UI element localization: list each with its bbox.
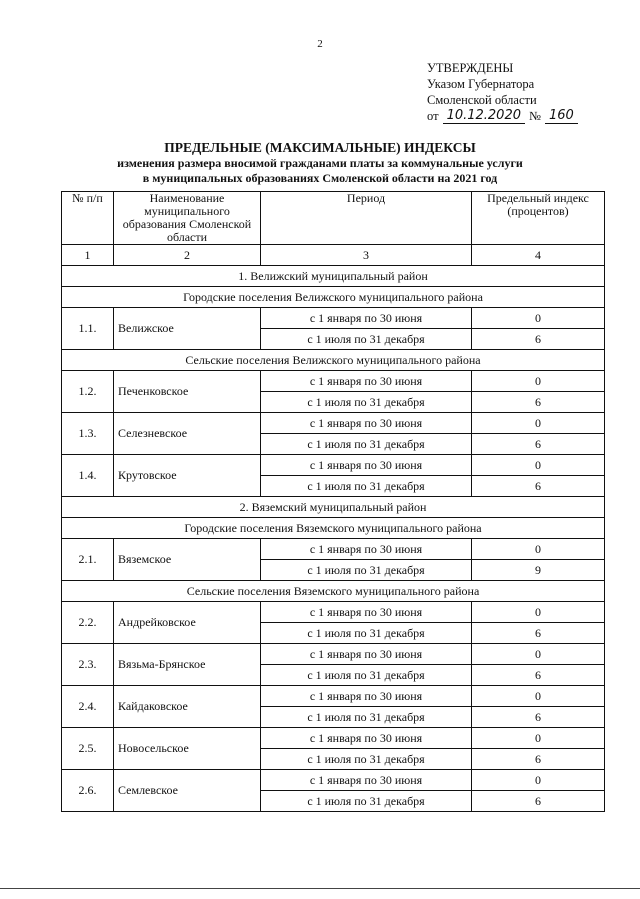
index-table bbox=[61, 191, 605, 812]
index-value: 0 bbox=[472, 371, 605, 392]
group-row bbox=[62, 581, 605, 602]
municipality-name: Кайдаковское bbox=[114, 686, 261, 728]
municipality-name: Новосельское bbox=[114, 728, 261, 770]
approval-date-line bbox=[427, 108, 578, 124]
index-value: 9 bbox=[472, 560, 605, 581]
table-row bbox=[62, 308, 605, 329]
table-header-row bbox=[62, 192, 605, 245]
section-row bbox=[62, 497, 605, 518]
date-prefix: от bbox=[427, 109, 439, 123]
period-second-half: с 1 июля по 31 декабря bbox=[261, 392, 472, 413]
approval-block bbox=[427, 60, 578, 124]
number-sign: № bbox=[529, 109, 541, 123]
column-number: 2 bbox=[114, 245, 261, 266]
row-number: 2.1. bbox=[62, 539, 114, 581]
title-line-2: изменения размера вносимой гражданами платы за коммунальные услуги bbox=[117, 156, 523, 170]
section-title: 2. Вяземский муниципальный район bbox=[62, 497, 605, 518]
index-value: 6 bbox=[472, 665, 605, 686]
index-value: 0 bbox=[472, 770, 605, 791]
period-first-half: с 1 января по 30 июня bbox=[261, 728, 472, 749]
table-row bbox=[62, 455, 605, 476]
document-title bbox=[0, 140, 640, 186]
municipality-name: Велижское bbox=[114, 308, 261, 350]
period-first-half: с 1 января по 30 июня bbox=[261, 686, 472, 707]
index-value: 0 bbox=[472, 539, 605, 560]
municipality-name: Андрейковское bbox=[114, 602, 261, 644]
index-value: 0 bbox=[472, 308, 605, 329]
municipality-name: Печенковское bbox=[114, 371, 261, 413]
group-row bbox=[62, 287, 605, 308]
row-number: 1.4. bbox=[62, 455, 114, 497]
row-number: 1.2. bbox=[62, 371, 114, 413]
row-number: 2.2. bbox=[62, 602, 114, 644]
header-num: № п/п bbox=[62, 192, 114, 245]
period-second-half: с 1 июля по 31 декабря bbox=[261, 560, 472, 581]
column-number: 3 bbox=[261, 245, 472, 266]
header-index: Предельный индекс (процентов) bbox=[472, 192, 605, 245]
period-first-half: с 1 января по 30 июня bbox=[261, 308, 472, 329]
handwritten-number: 160 bbox=[545, 109, 578, 124]
table-row bbox=[62, 728, 605, 749]
handwritten-date: 10.12.2020 bbox=[443, 109, 525, 124]
table-row bbox=[62, 770, 605, 791]
approval-line-3: Смоленской области bbox=[427, 93, 537, 107]
section-title: 1. Велижский муниципальный район bbox=[62, 266, 605, 287]
approval-line-1: УТВЕРЖДЕНЫ bbox=[427, 61, 514, 75]
municipality-name: Семлевское bbox=[114, 770, 261, 812]
approval-line-2: Указом Губернатора bbox=[427, 77, 535, 91]
title-line-1: ПРЕДЕЛЬНЫЕ (МАКСИМАЛЬНЫЕ) ИНДЕКСЫ bbox=[164, 140, 476, 155]
table-row bbox=[62, 539, 605, 560]
table-row bbox=[62, 413, 605, 434]
group-title: Городские поселения Велижского муниципального района bbox=[62, 287, 605, 308]
index-value: 6 bbox=[472, 707, 605, 728]
group-title: Городские поселения Вяземского муниципального района bbox=[62, 518, 605, 539]
index-value: 0 bbox=[472, 413, 605, 434]
period-second-half: с 1 июля по 31 декабря bbox=[261, 329, 472, 350]
index-value: 0 bbox=[472, 455, 605, 476]
index-value: 6 bbox=[472, 434, 605, 455]
period-second-half: с 1 июля по 31 декабря bbox=[261, 476, 472, 497]
municipality-name: Селезневское bbox=[114, 413, 261, 455]
period-second-half: с 1 июля по 31 декабря bbox=[261, 665, 472, 686]
period-first-half: с 1 января по 30 июня bbox=[261, 644, 472, 665]
index-value: 6 bbox=[472, 749, 605, 770]
period-first-half: с 1 января по 30 июня bbox=[261, 413, 472, 434]
row-number: 2.3. bbox=[62, 644, 114, 686]
table-row bbox=[62, 371, 605, 392]
index-value: 6 bbox=[472, 329, 605, 350]
section-row bbox=[62, 266, 605, 287]
row-number: 2.4. bbox=[62, 686, 114, 728]
index-value: 0 bbox=[472, 686, 605, 707]
index-value: 6 bbox=[472, 623, 605, 644]
page-number: 2 bbox=[317, 38, 323, 50]
municipality-name: Вязьма-Брянское bbox=[114, 644, 261, 686]
table-row bbox=[62, 602, 605, 623]
index-value: 6 bbox=[472, 392, 605, 413]
header-name: Наименование муниципального образования Смоленской области bbox=[114, 192, 261, 245]
period-first-half: с 1 января по 30 июня bbox=[261, 455, 472, 476]
column-numbers-row bbox=[62, 245, 605, 266]
period-first-half: с 1 января по 30 июня bbox=[261, 371, 472, 392]
column-number: 4 bbox=[472, 245, 605, 266]
period-second-half: с 1 июля по 31 декабря bbox=[261, 434, 472, 455]
column-number: 1 bbox=[62, 245, 114, 266]
group-row bbox=[62, 518, 605, 539]
row-number: 1.3. bbox=[62, 413, 114, 455]
period-second-half: с 1 июля по 31 декабря bbox=[261, 623, 472, 644]
bottom-rule bbox=[0, 888, 640, 889]
municipality-name: Вяземское bbox=[114, 539, 261, 581]
period-second-half: с 1 июля по 31 декабря bbox=[261, 791, 472, 812]
period-first-half: с 1 января по 30 июня bbox=[261, 539, 472, 560]
header-period: Период bbox=[261, 192, 472, 245]
index-value: 0 bbox=[472, 602, 605, 623]
table-row bbox=[62, 686, 605, 707]
group-title: Сельские поселения Вяземского муниципального района bbox=[62, 581, 605, 602]
period-second-half: с 1 июля по 31 декабря bbox=[261, 749, 472, 770]
row-number: 2.5. bbox=[62, 728, 114, 770]
group-title: Сельские поселения Велижского муниципального района bbox=[62, 350, 605, 371]
municipality-name: Крутовское bbox=[114, 455, 261, 497]
index-value: 6 bbox=[472, 791, 605, 812]
group-row bbox=[62, 350, 605, 371]
index-value: 6 bbox=[472, 476, 605, 497]
period-first-half: с 1 января по 30 июня bbox=[261, 770, 472, 791]
title-line-3: в муниципальных образованиях Смоленской области на 2021 год bbox=[142, 171, 498, 185]
row-number: 1.1. bbox=[62, 308, 114, 350]
index-value: 0 bbox=[472, 728, 605, 749]
table-row bbox=[62, 644, 605, 665]
row-number: 2.6. bbox=[62, 770, 114, 812]
period-second-half: с 1 июля по 31 декабря bbox=[261, 707, 472, 728]
index-value: 0 bbox=[472, 644, 605, 665]
period-first-half: с 1 января по 30 июня bbox=[261, 602, 472, 623]
